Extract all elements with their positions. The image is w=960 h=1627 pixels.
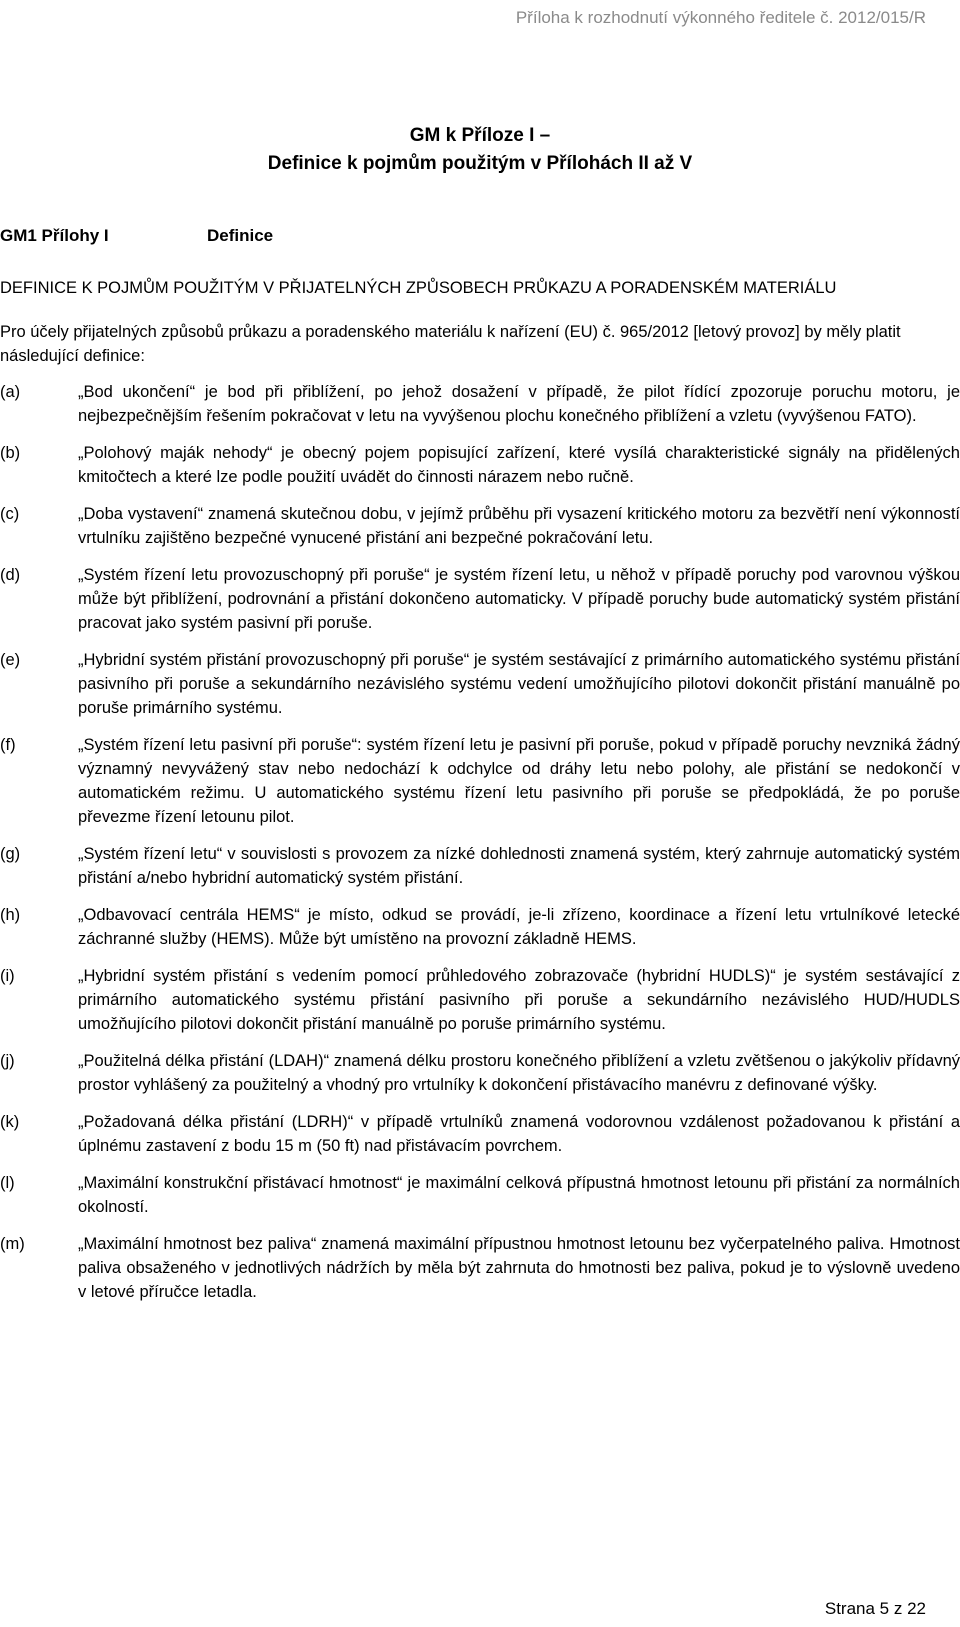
upper-title: DEFINICE K POJMŮM POUŽITÝM V PŘIJATELNÝCH ZPŮSOBECH PRŮKAZU A PORADENSKÉM MATERIÁLU xyxy=(0,279,837,297)
definition-text: „Systém řízení letu provozuschopný při poruše“ je systém řízení letu, u něhož v případě poruchy pod varovnou výškou může být přiblížení, podrovnání a přistání dokončeno automaticky. V případě poruchy bude automatický systém přistání pracovat jako systém pasivní při poruše. xyxy=(78,566,960,632)
title-line-2: Definice k pojmům použitým v Přílohách II až V xyxy=(267,153,693,174)
definition-item xyxy=(0,1049,960,1097)
definition-item xyxy=(0,842,960,890)
definition-item xyxy=(0,964,960,1036)
definition-text: „Systém řízení letu pasivní při poruše“: systém řízení letu je pasivní při poruše, pokud v případě poruchy nevzniká žádný významný nevyvážený stav nebo nedochází k odchylce od dráhy letu nebo polohy, ale přistání se nedokončí v automatickém režimu. U automatického systému řízení letu pasivního při poruše se předpokládá, že po poruše převezme řízení letounu pilot. xyxy=(78,736,960,826)
definition-text: „Hybridní systém přistání provozuschopný při poruše“ je systém sestávající z primárního automatického systému přistání pasivního při poruše a sekundárního nezávislého systému vedení umožňujícího pilotovi dokončit přistání manuálně po poruše primárního systému. xyxy=(78,651,960,717)
definition-label: (j) xyxy=(0,1052,15,1070)
definition-item xyxy=(0,1171,960,1219)
definition-item xyxy=(0,441,960,489)
definition-label: (i) xyxy=(0,967,15,985)
definition-label: (g) xyxy=(0,845,21,863)
document-body xyxy=(0,276,960,1317)
definition-item xyxy=(0,648,960,720)
definition-text: „Použitelná délka přistání (LDAH)“ znamená délku prostoru konečného přiblížení a vzletu zvětšenou o jakýkoliv přídavný prostor vyhlášený za použitelný a vhodný pro vrtulníky k dokončení přistávacího manévru z definované výšky. xyxy=(78,1052,960,1094)
definition-text: „Maximální hmotnost bez paliva“ znamená maximální přípustnou hmotnost letounu bez vyčerpatelného paliva. Hmotnost paliva obsaženého v jednotlivých nádržích by měla být zahrnuta do hmotnosti bez paliva, pokud je to výslovně uvedeno v letové příručce letadla. xyxy=(78,1235,960,1301)
definition-item xyxy=(0,502,960,550)
definition-text: „Polohový maják nehody“ je obecný pojem popisující zařízení, které vysílá charakteristické signály na přidělených kmitočtech a které lze podle použití uvádět do činnosti nárazem nebo ručně. xyxy=(78,444,960,486)
definition-label: (f) xyxy=(0,736,16,754)
definition-label: (d) xyxy=(0,566,21,584)
definition-text: „Maximální konstrukční přistávací hmotnost“ je maximální celková přípustná hmotnost letounu při přistání za normálních okolností. xyxy=(78,1174,960,1216)
definition-item xyxy=(0,563,960,635)
definition-label: (a) xyxy=(0,383,21,401)
section-code: GM1 Přílohy I xyxy=(0,226,109,245)
document-title xyxy=(0,122,960,178)
definition-label: (c) xyxy=(0,505,20,523)
page-number: Strana 5 z 22 xyxy=(824,1599,926,1618)
title-line-1: GM k Příloze I – xyxy=(409,125,551,146)
intro-paragraph: Pro účely přijatelných způsobů průkazu a poradenského materiálu k nařízení (EU) č. 965/2012 [letový provoz] by měly platit následující definice: xyxy=(0,323,901,365)
definition-label: (h) xyxy=(0,906,21,924)
definition-text: „Bod ukončení“ je bod při přiblížení, po jehož dosažení v případě, že pilot řídící zpozoruje poruchu motoru, je nejbezpečnějším řešením pokračovat v letu na vyvýšenou plochu konečného přiblížení a vzletu (vyvýšenou FATO). xyxy=(78,383,960,425)
definition-item xyxy=(0,1232,960,1304)
definition-text: „Systém řízení letu“ v souvislosti s provozem za nízké dohlednosti znamená systém, který zahrnuje automatický systém přistání a/nebo hybridní automatický systém přistání. xyxy=(78,845,960,887)
section-name: Definice xyxy=(207,226,274,245)
definition-label: (k) xyxy=(0,1113,20,1131)
definition-text: „Odbavovací centrála HEMS“ je místo, odkud se provádí, je-li zřízeno, koordinace a řízení letu vrtulníkové letecké záchranné služby (HEMS). Může být umístěno na provozní základně HEMS. xyxy=(78,906,960,948)
page-header: Příloha k rozhodnutí výkonného ředitele č. 2012/015/R xyxy=(515,8,926,27)
definition-label: (m) xyxy=(0,1235,25,1253)
definition-label: (e) xyxy=(0,651,21,669)
definition-item xyxy=(0,380,960,428)
definition-item xyxy=(0,733,960,829)
definition-text: „Požadovaná délka přistání (LDRH)“ v případě vrtulníků znamená vodorovnou vzdálenost požadovanou k přistání a úplnému zastavení z bodu 15 m (50 ft) nad přistávacím povrchem. xyxy=(78,1113,960,1155)
definition-item xyxy=(0,903,960,951)
definition-text: „Hybridní systém přistání s vedením pomocí průhledového zobrazovače (hybridní HUDLS)“ je systém sestávající z primárního automatického systému přistání pasivního při poruše a sekundárního nezávislého HUD/HUDLS umožňujícího pilotovi dokončit přistání manuálně po poruše primárního systému. xyxy=(78,967,960,1033)
definitions-list xyxy=(0,380,960,1304)
definition-label: (l) xyxy=(0,1174,15,1192)
definition-item xyxy=(0,1110,960,1158)
definition-text: „Doba vystavení“ znamená skutečnou dobu, v jejímž průběhu při vysazení kritického motoru za bezvětří není výkonností vrtulníku zajištěno bezpečné vynucené přistání ani bezpečné pokračování letu. xyxy=(78,505,960,547)
definition-label: (b) xyxy=(0,444,21,462)
